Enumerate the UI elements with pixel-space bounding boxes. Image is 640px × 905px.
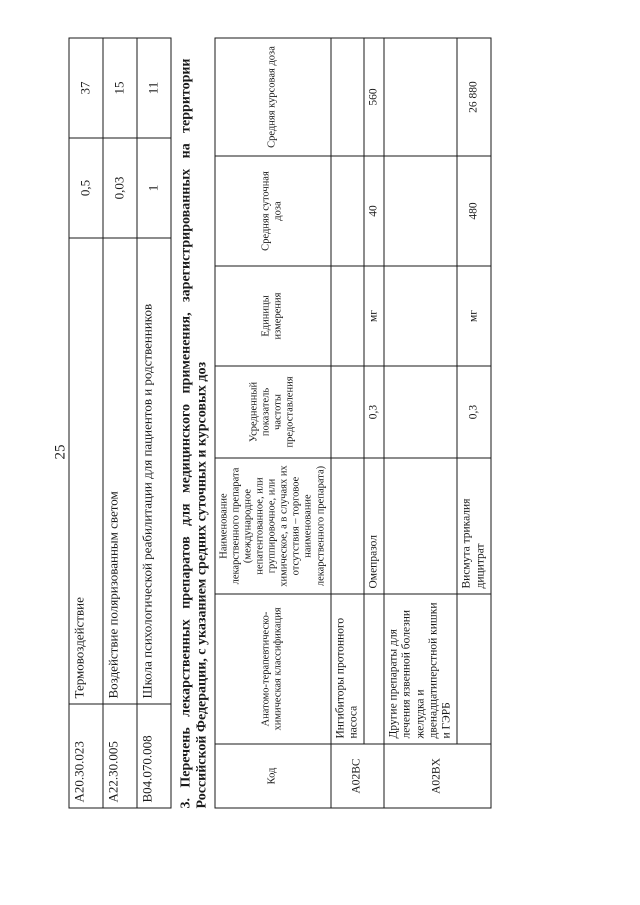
service-count: 11 (137, 38, 171, 138)
table-row (364, 38, 384, 808)
empty-cell (331, 38, 364, 156)
services-table (69, 38, 172, 809)
table-row (457, 38, 490, 808)
service-code: A20.30.023 (69, 704, 103, 808)
drug-daily-dose: 40 (364, 156, 384, 266)
drug-frequency: 0,3 (364, 366, 384, 458)
empty-cell (331, 266, 364, 366)
group-atc: Ингибиторы протонного насоса (331, 594, 364, 744)
section-heading: 3. Перечень лекарственных препаратов для медицинского применения, зарегистрированных на территории Российской Федерации, с указанием средних суточных и курсовых доз (178, 58, 210, 809)
empty-cell (384, 156, 457, 266)
empty-cell (384, 38, 457, 156)
service-count: 37 (69, 38, 103, 138)
drug-name: Висмута трикалия дицитрат (457, 458, 490, 594)
header-daily-dose: Средняя суточная доза (215, 156, 331, 266)
drug-name: Омепразол (364, 458, 384, 594)
header-drug-name: Наименование лекарственного препарата (международное непатентованное, или группировочное, или химическое, а в случаях их отсутствия – торговое наименование лекарственного препарата) (215, 458, 331, 594)
service-code: A22.30.005 (103, 704, 137, 808)
service-frequency: 0,5 (69, 138, 103, 238)
header-unit: Единицы измерения (215, 266, 331, 366)
header-atc: Анатомо-терапевтическо-химическая классификация (215, 594, 331, 744)
table-row (331, 38, 364, 808)
page-number: 25 (52, 444, 69, 460)
service-frequency: 0,03 (103, 138, 137, 238)
drug-course-dose: 26 880 (457, 38, 490, 156)
group-atc: Другие препараты для лечения язвенной болезни желудка и двенадцатиперстной кишки и ГЭРБ (384, 594, 457, 744)
service-name: Школа психологической реабилитации для пациентов и родственников (137, 238, 171, 704)
service-name: Воздействие поляризованным светом (103, 238, 137, 704)
service-frequency: 1 (137, 138, 171, 238)
empty-cell (364, 594, 384, 744)
group-code: A02BX (384, 744, 491, 808)
empty-cell (384, 266, 457, 366)
drug-frequency: 0,3 (457, 366, 490, 458)
table-row (103, 38, 137, 808)
drug-unit: мг (364, 266, 384, 366)
rotated-document (1, 0, 640, 905)
empty-cell (331, 156, 364, 266)
group-code: A02BC (331, 744, 385, 808)
drug-daily-dose: 480 (457, 156, 490, 266)
header-code: Код (215, 744, 331, 808)
service-count: 15 (103, 38, 137, 138)
empty-cell (457, 594, 490, 744)
service-code: B04.070.008 (137, 704, 171, 808)
service-name: Термовоздействие (69, 238, 103, 704)
table-row (137, 38, 171, 808)
header-course-dose: Средняя курсовая доза (215, 38, 331, 156)
empty-cell (384, 366, 457, 458)
table-row (384, 38, 457, 808)
empty-cell (331, 366, 364, 458)
empty-cell (384, 458, 457, 594)
drug-unit: мг (457, 266, 490, 366)
table-row (69, 38, 103, 808)
header-frequency: Усредненный показатель частоты предоставления (215, 366, 331, 458)
empty-cell (331, 458, 364, 594)
drugs-table (215, 38, 492, 809)
table-header-row (215, 38, 331, 808)
drug-course-dose: 560 (364, 38, 384, 156)
